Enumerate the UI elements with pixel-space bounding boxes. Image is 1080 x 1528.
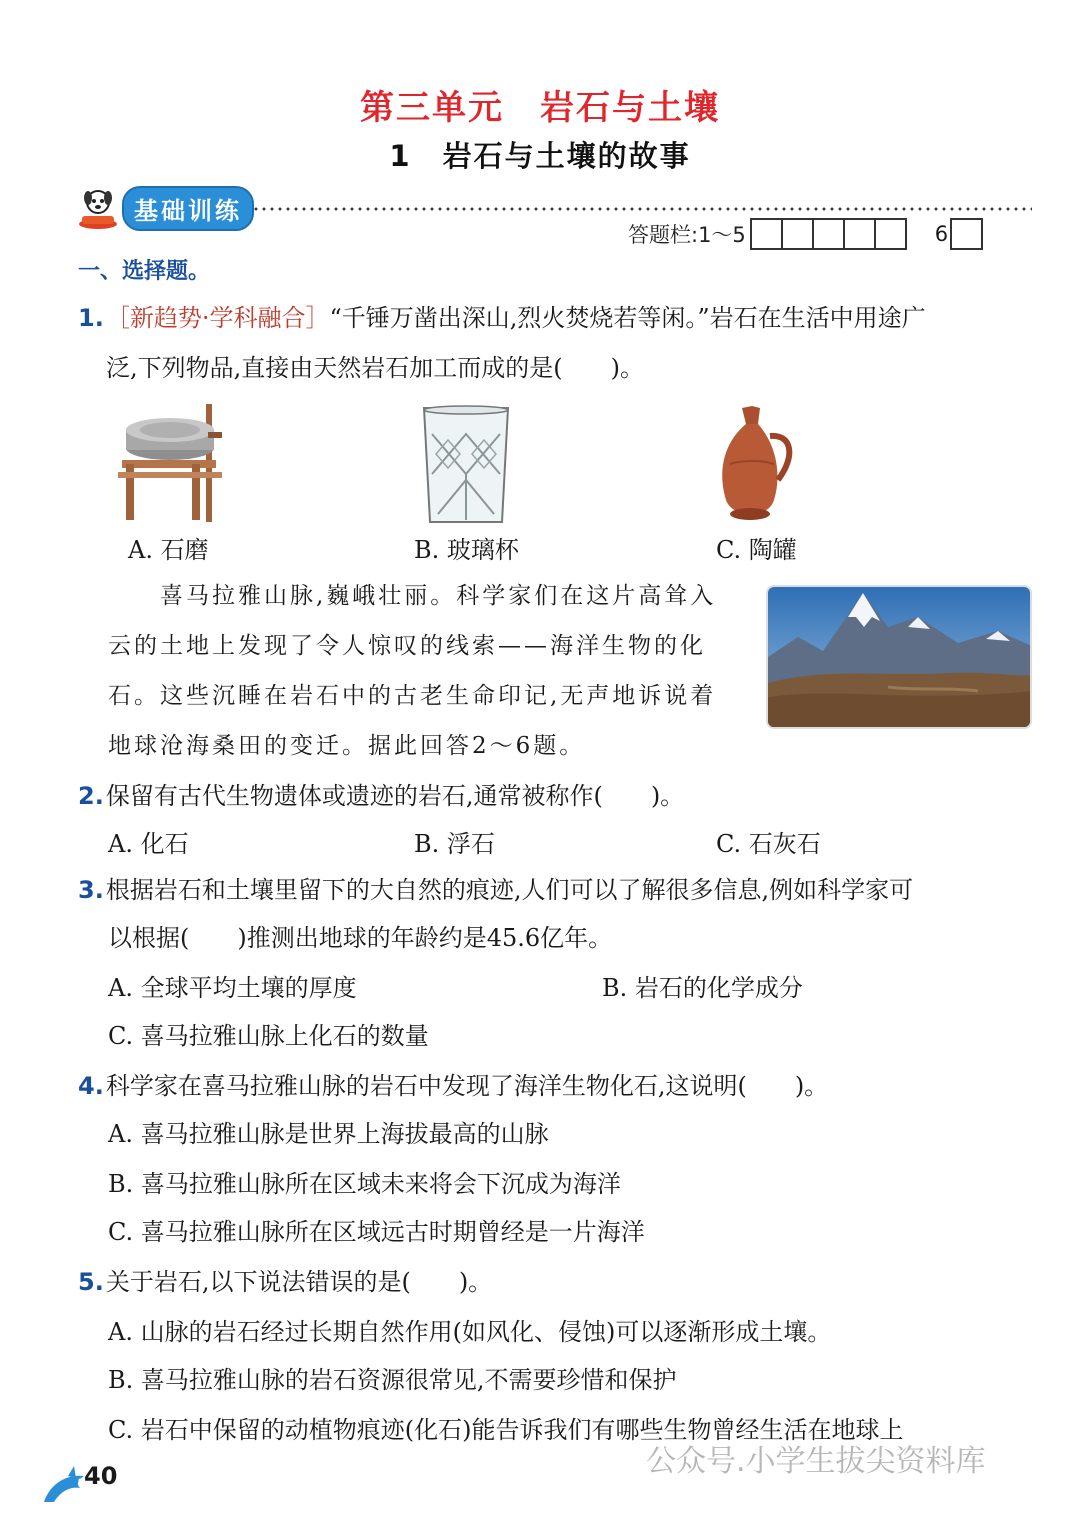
passage-line-1: 喜马拉雅山脉,巍峨壮丽。科学家们在这片高耸入 <box>160 583 717 609</box>
question-2-option-b[interactable]: B. 浮石 <box>414 830 495 858</box>
dolphin-icon <box>40 1462 90 1506</box>
answer-boxes-1-5 <box>752 218 907 250</box>
question-4-option-c[interactable]: C. 喜马拉雅山脉所在区域远古时期曾经是一片海洋 <box>108 1218 645 1246</box>
unit-title: 第三单元 岩石与土壤 <box>360 88 720 128</box>
passage-line-2: 云的土地上发现了令人惊叹的线索——海洋生物的化 <box>108 633 706 659</box>
question-text: 保留有古代生物遗体或遗迹的岩石,通常被称作( )。 <box>105 782 685 810</box>
question-5 <box>78 1266 492 1298</box>
question-2 <box>78 780 684 812</box>
question-1-line-1 <box>78 302 926 334</box>
question-text: 根据岩石和土壤里留下的大自然的痕迹,人们可以了解很多信息,例如科学家可 <box>105 876 914 904</box>
answer-box[interactable] <box>750 218 783 250</box>
question-2-option-a[interactable]: A. 化石 <box>108 830 189 858</box>
lesson-title: 1 岩石与土壤的故事 <box>389 139 691 173</box>
answer-box[interactable] <box>781 218 814 250</box>
passage-line-3: 石。这些沉睡在岩石中的古老生命印记,无声地诉说着 <box>108 683 717 709</box>
answer-box[interactable] <box>843 218 876 250</box>
clay-jug-image <box>712 404 802 528</box>
section-heading: 一、选择题。 <box>78 259 211 284</box>
question-2-option-c[interactable]: C. 石灰石 <box>716 830 821 858</box>
mascot-dog-icon <box>76 186 120 230</box>
answer-box-six[interactable] <box>950 218 983 250</box>
question-number: 1. <box>78 304 104 332</box>
question-3-line-2: 以根据( )推测出地球的年龄约是45.6亿年。 <box>108 924 613 952</box>
question-3-line-1 <box>78 874 913 906</box>
millstone-image <box>108 402 232 526</box>
passage-line-4: 地球沧海桑田的变迁。据此回答2～6题。 <box>108 733 586 759</box>
answer-label: 答题栏:1～5 <box>628 223 746 247</box>
section-banner <box>76 186 254 230</box>
answer-label-six: 6 <box>934 222 949 246</box>
question-number: 4. <box>78 1072 104 1100</box>
question-5-option-b[interactable]: B. 喜马拉雅山脉的岩石资源很常见,不需要珍惜和保护 <box>108 1366 677 1394</box>
question-3-option-c[interactable]: C. 喜马拉雅山脉上化石的数量 <box>108 1022 429 1050</box>
answer-box[interactable] <box>874 218 907 250</box>
question-text: “千锤万凿出深山,烈火焚烧若等闲。”岩石在生活中用途广 <box>329 304 926 332</box>
glass-cup-image <box>418 404 514 528</box>
answer-box[interactable] <box>812 218 845 250</box>
question-1-option-b[interactable]: B. 玻璃杯 <box>414 536 519 564</box>
question-1-line-2: 泛,下列物品,直接由天然岩石加工而成的是( )。 <box>106 354 644 382</box>
page-number: 40 <box>84 1462 118 1490</box>
question-4-option-b[interactable]: B. 喜马拉雅山脉所在区域未来将会下沉成为海洋 <box>108 1170 621 1198</box>
question-text: 科学家在喜马拉雅山脉的岩石中发现了海洋生物化石,这说明( )。 <box>105 1072 829 1100</box>
banner-dotted-line <box>252 207 1032 211</box>
question-3-option-b[interactable]: B. 岩石的化学成分 <box>602 974 803 1002</box>
question-number: 5. <box>78 1268 104 1296</box>
question-5-option-a[interactable]: A. 山脉的岩石经过长期自然作用(如风化、侵蚀)可以逐渐形成土壤。 <box>108 1318 832 1346</box>
question-1-option-a[interactable]: A. 石磨 <box>128 536 209 564</box>
himalaya-mountain-photo <box>766 585 1032 729</box>
watermark: 公众号.小学生拔尖资料库 <box>646 1444 986 1479</box>
question-3-option-a[interactable]: A. 全球平均土壤的厚度 <box>108 974 357 1002</box>
question-4-option-a[interactable]: A. 喜马拉雅山脉是世界上海拔最高的山脉 <box>108 1120 549 1148</box>
question-number: 2. <box>78 782 104 810</box>
question-4 <box>78 1070 828 1102</box>
question-5-option-c[interactable]: C. 岩石中保留的动植物痕迹(化石)能告诉我们有哪些生物曾经生活在地球上 <box>108 1416 904 1444</box>
answer-bar <box>628 218 983 250</box>
question-tag: ［新趋势·学科融合］ <box>105 304 330 332</box>
question-text: 关于岩石,以下说法错误的是( )。 <box>105 1268 493 1296</box>
question-1-option-c[interactable]: C. 陶罐 <box>716 536 797 564</box>
question-number: 3. <box>78 876 104 904</box>
banner-label: 基础训练 <box>122 186 254 231</box>
